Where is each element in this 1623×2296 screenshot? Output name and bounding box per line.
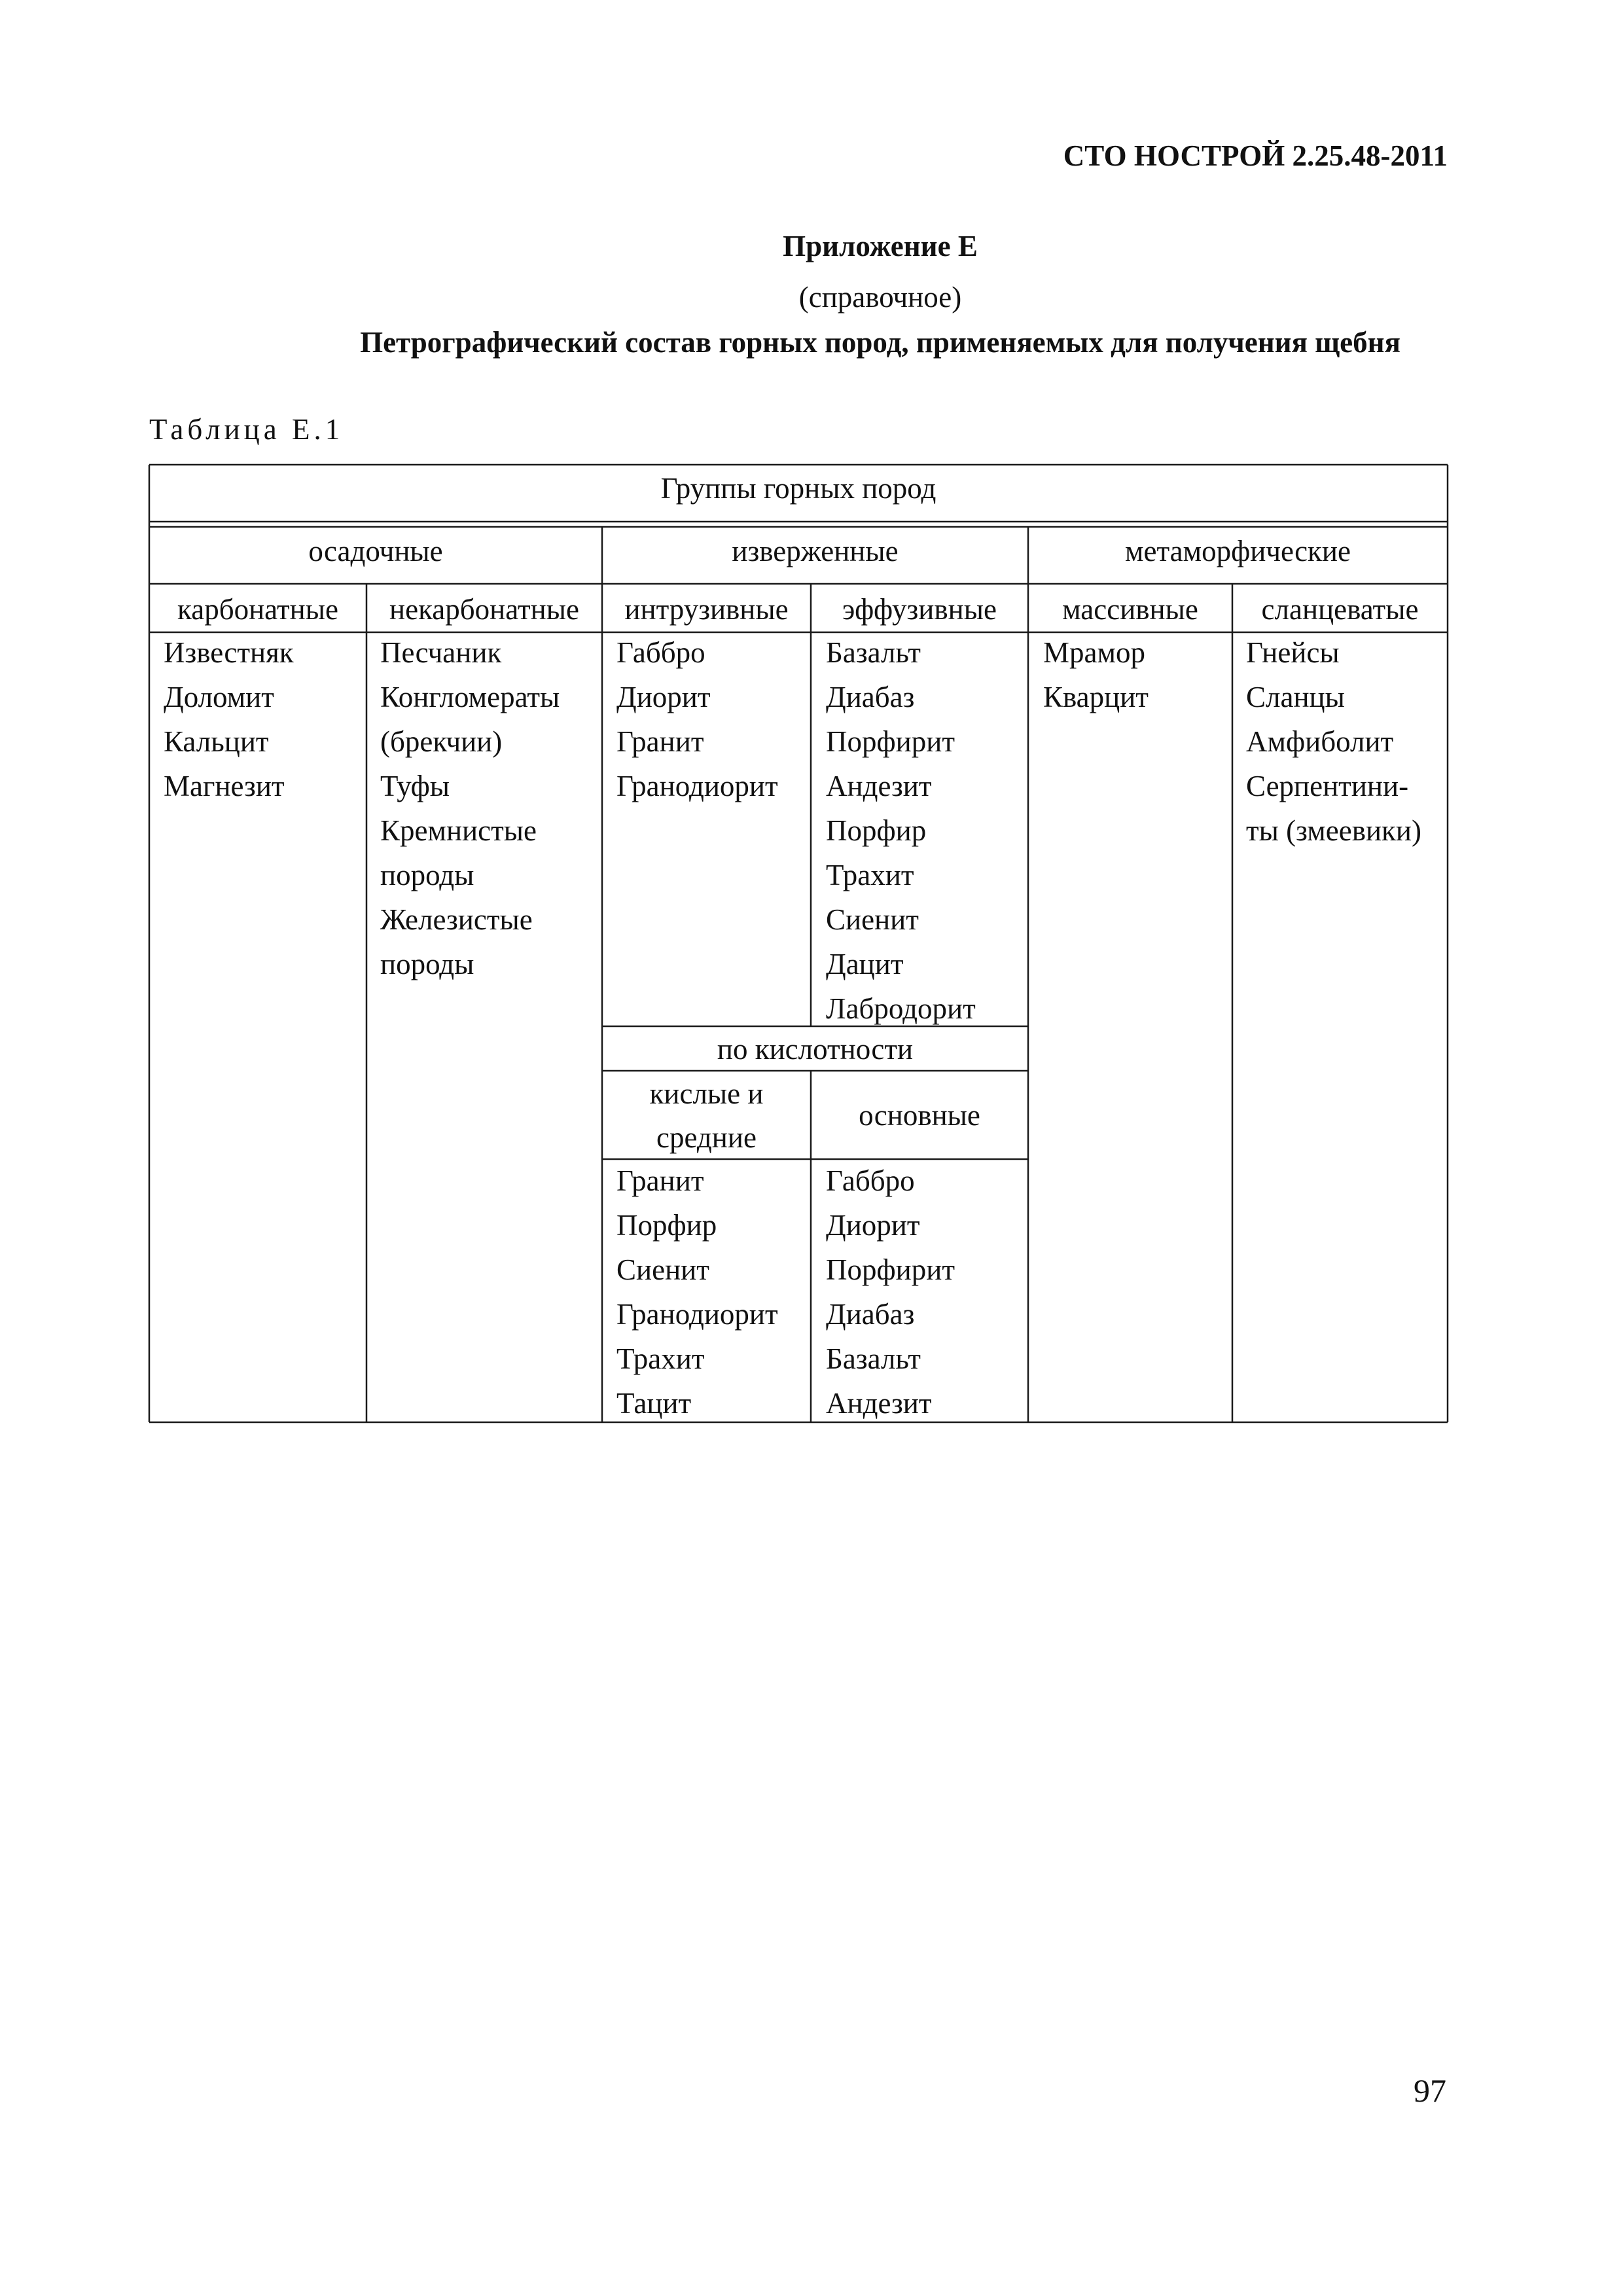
list-item: породы xyxy=(380,859,474,891)
subgroup-effusive: эффузивные xyxy=(842,593,997,626)
list-item: Диабаз xyxy=(826,681,915,713)
column-schistose xyxy=(1246,630,1421,853)
list-item: Доломит xyxy=(164,681,274,713)
list-item: Габбро xyxy=(826,1164,915,1197)
table-top-header: Группы горных пород xyxy=(660,472,936,505)
document-code: СТО НОСТРОЙ 2.25.48-2011 xyxy=(1063,139,1448,172)
list-item: Порфир xyxy=(826,814,927,847)
appendix-heading: Петрографический состав горных пород, применяемых для получения щебня xyxy=(360,326,1400,359)
list-item: Песчаник xyxy=(380,636,502,669)
list-item: Трахит xyxy=(826,859,914,891)
subgroup-noncarbonate: некарбонатные xyxy=(389,593,579,626)
list-item: Диорит xyxy=(616,681,711,713)
column-basic xyxy=(826,1158,955,1426)
column-intrusive xyxy=(616,630,778,808)
list-item: породы xyxy=(380,948,474,980)
basic-header: основные xyxy=(859,1099,980,1132)
page-number: 97 xyxy=(1414,2072,1446,2109)
column-massive xyxy=(1043,630,1149,719)
list-item: Мрамор xyxy=(1043,636,1145,669)
subgroup-schistose: сланцеватые xyxy=(1261,593,1419,626)
group-igneous: изверженные xyxy=(732,535,899,567)
list-item: Дацит xyxy=(826,948,904,980)
list-item: Порфир xyxy=(616,1209,717,1242)
list-item: Базальт xyxy=(826,636,921,669)
column-effusive xyxy=(826,630,976,1031)
subgroup-carbonate: карбонатные xyxy=(177,593,338,626)
list-item: Диорит xyxy=(826,1209,920,1242)
list-item: Магнезит xyxy=(164,770,285,802)
list-item: Сланцы xyxy=(1246,681,1345,713)
column-noncarbonate xyxy=(380,630,560,986)
list-item: Трахит xyxy=(616,1342,705,1375)
list-item: Гранодиорит xyxy=(616,770,778,802)
acid-intermediate-header-line1: кислые и xyxy=(649,1077,764,1110)
list-item: Гранит xyxy=(616,725,704,758)
group-metamorphic: метаморфические xyxy=(1125,535,1351,567)
list-item: Железистые xyxy=(380,903,533,936)
column-carbonate xyxy=(164,630,294,808)
list-item: Габбро xyxy=(616,636,705,669)
list-item: ты (змеевики) xyxy=(1246,814,1421,847)
list-item: Лабродорит xyxy=(826,992,976,1025)
acidity-header: по кислотности xyxy=(717,1033,914,1066)
list-item: Базальт xyxy=(826,1342,921,1375)
group-sedimentary: осадочные xyxy=(308,535,443,567)
list-item: Тацит xyxy=(616,1387,692,1420)
list-item: (брекчии) xyxy=(380,725,503,758)
list-item: Сиенит xyxy=(616,1253,709,1286)
list-item: Конгломераты xyxy=(380,681,560,713)
list-item: Гранит xyxy=(616,1164,704,1197)
list-item: Кальцит xyxy=(164,725,269,758)
table-caption: Таблица Е.1 xyxy=(149,413,344,446)
list-item: Сиенит xyxy=(826,903,919,936)
list-item: Гнейсы xyxy=(1246,636,1340,669)
list-item: Серпентини- xyxy=(1246,770,1409,802)
subgroup-intrusive: интрузивные xyxy=(624,593,789,626)
list-item: Амфиболит xyxy=(1246,725,1394,758)
column-acid-intermediate xyxy=(616,1158,778,1426)
list-item: Андезит xyxy=(826,770,932,802)
list-item: Кварцит xyxy=(1043,681,1149,713)
acid-intermediate-header-line2: средние xyxy=(656,1121,757,1154)
list-item: Туфы xyxy=(380,770,450,802)
list-item: Андезит xyxy=(826,1387,932,1420)
list-item: Гранодиорит xyxy=(616,1298,778,1331)
list-item: Известняк xyxy=(164,636,294,669)
list-item: Кремнистые xyxy=(380,814,537,847)
subgroup-massive: массивные xyxy=(1062,593,1198,626)
appendix-title: Приложение Е xyxy=(783,230,978,262)
appendix-subtitle: (справочное) xyxy=(798,281,962,314)
list-item: Порфирит xyxy=(826,725,955,758)
list-item: Порфирит xyxy=(826,1253,955,1286)
list-item: Диабаз xyxy=(826,1298,915,1331)
